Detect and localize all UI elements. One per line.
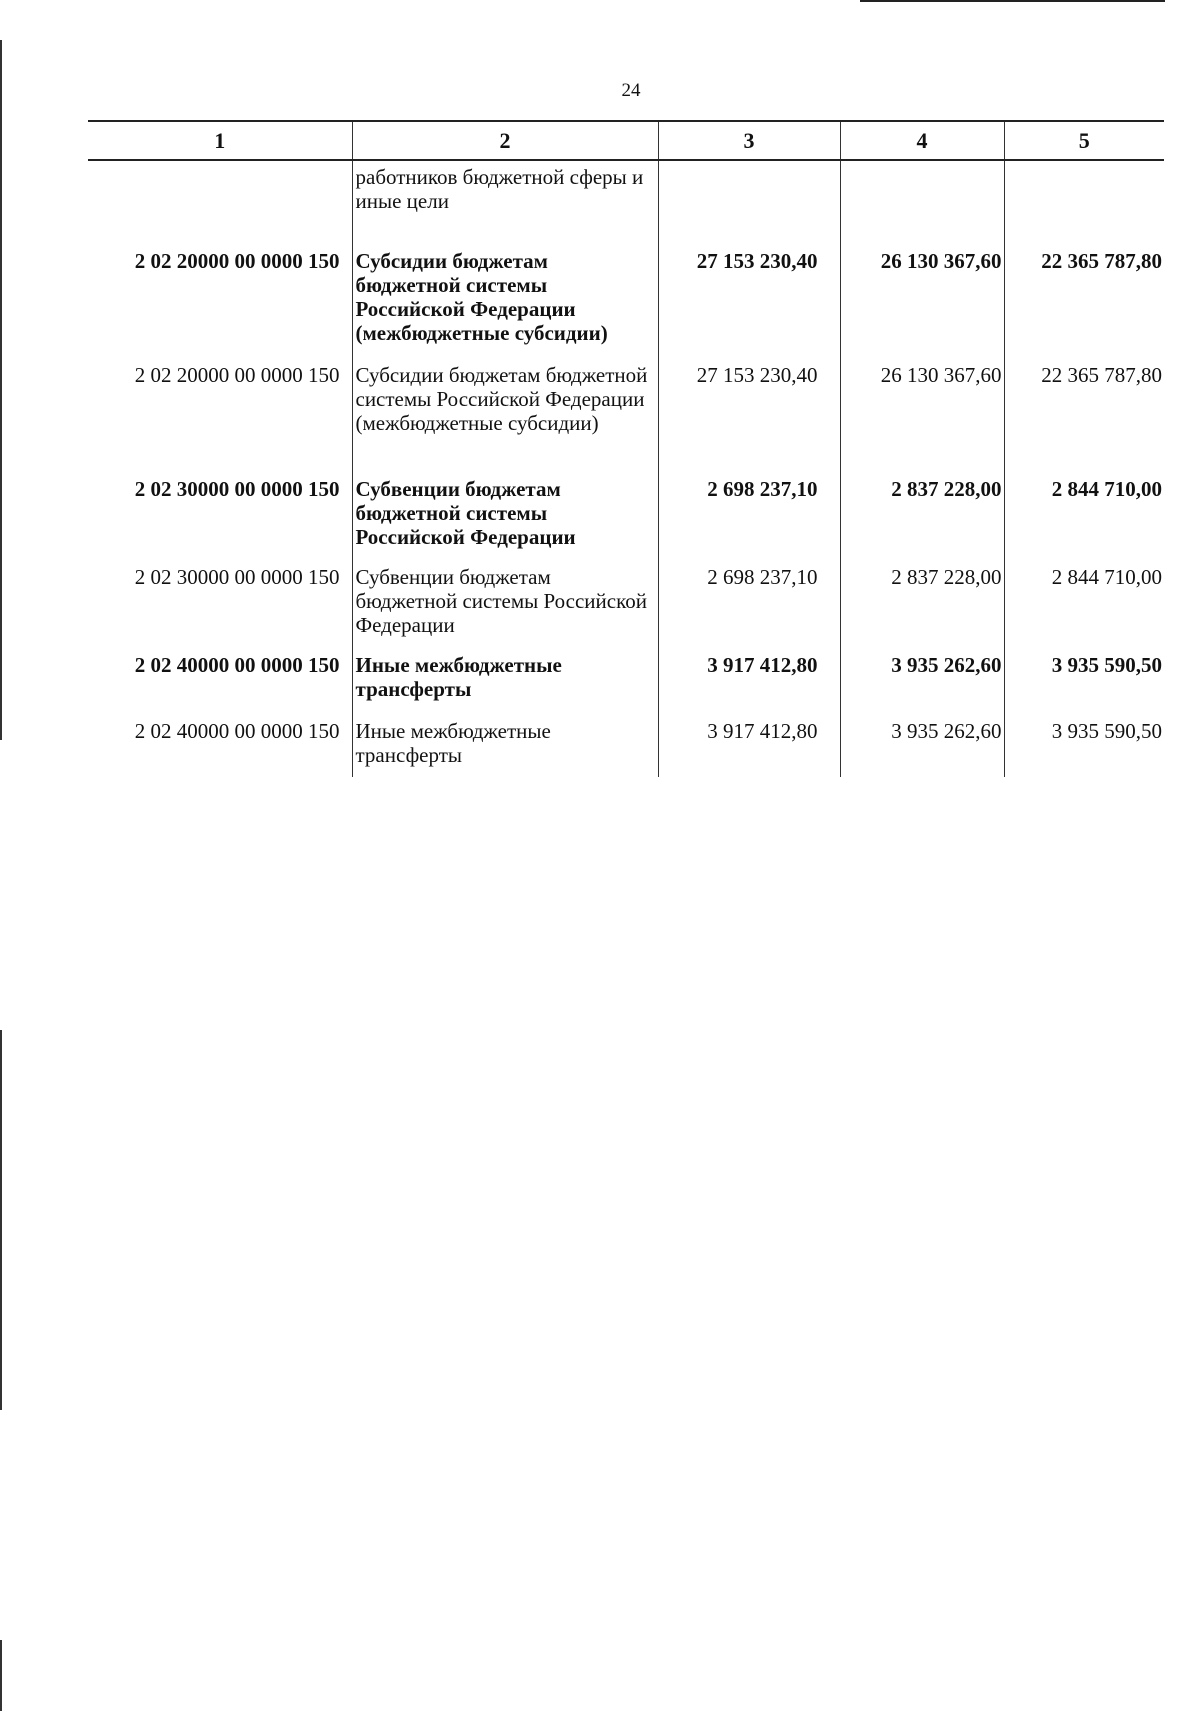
cell-value-3 [658, 160, 840, 245]
column-header-4: 4 [840, 121, 1004, 160]
table-row [88, 715, 1164, 777]
cell-value-4: 3 935 262,60 [840, 715, 1004, 777]
cell-code: 2 02 40000 00 0000 150 [134, 719, 340, 743]
cell-name: Субсидии бюджетам бюджетной системы Российской Федерации (межбюджетные субсидии) [352, 245, 658, 359]
cell-code: 2 02 20000 00 0000 150 [134, 363, 340, 387]
table-header [88, 121, 1164, 160]
cell-value-3: 2 698 237,10 [658, 473, 840, 561]
cell-value-5: 3 935 590,50 [1004, 715, 1164, 777]
cell-value-3: 27 153 230,40 [658, 359, 840, 473]
table-row [88, 473, 1164, 561]
budget-table [88, 120, 1164, 777]
table-row [88, 649, 1164, 715]
scan-left-edge [0, 40, 2, 740]
column-header-5: 5 [1004, 121, 1164, 160]
table-row [88, 561, 1164, 649]
cell-value-5: 22 365 787,80 [1004, 359, 1164, 473]
table-body [88, 160, 1164, 777]
scan-left-edge [0, 1640, 2, 1711]
header-row [88, 121, 1164, 160]
cell-value-5 [1004, 160, 1164, 245]
table-row [88, 245, 1164, 359]
scan-top-rule [860, 0, 1165, 2]
cell-value-4 [840, 160, 1004, 245]
cell-value-4: 26 130 367,60 [840, 359, 1004, 473]
column-header-3: 3 [658, 121, 840, 160]
cell-name: Субвенции бюджетам бюджетной системы Российской Федерации [352, 561, 658, 649]
scan-left-edge [0, 1030, 2, 1410]
cell-value-3: 2 698 237,10 [658, 561, 840, 649]
table-row [88, 160, 1164, 245]
cell-value-4: 3 935 262,60 [840, 649, 1004, 715]
cell-code: 2 02 40000 00 0000 150 [134, 653, 340, 677]
cell-value-4: 2 837 228,00 [840, 561, 1004, 649]
cell-name: Субвенции бюджетам бюджетной системы Российской Федерации [352, 473, 658, 561]
cell-value-5: 3 935 590,50 [1004, 649, 1164, 715]
cell-value-3: 3 917 412,80 [658, 649, 840, 715]
column-header-1: 1 [88, 121, 352, 160]
cell-name: работников бюджетной сферы и иные цели [352, 160, 658, 245]
cell-code: 2 02 20000 00 0000 150 [134, 249, 340, 273]
cell-code [88, 160, 352, 245]
column-header-2: 2 [352, 121, 658, 160]
cell-name: Субсидии бюджетам бюджетной системы Российской Федерации (межбюджетные субсидии) [352, 359, 658, 473]
cell-value-3: 27 153 230,40 [658, 245, 840, 359]
cell-code: 2 02 30000 00 0000 150 [134, 477, 340, 501]
cell-value-5: 2 844 710,00 [1004, 561, 1164, 649]
cell-value-5: 22 365 787,80 [1004, 245, 1164, 359]
page-number: 24 [621, 80, 641, 101]
cell-code: 2 02 30000 00 0000 150 [134, 565, 340, 589]
table-row [88, 359, 1164, 473]
cell-value-4: 26 130 367,60 [840, 245, 1004, 359]
cell-name: Иные межбюджетные трансферты [352, 649, 658, 715]
cell-value-4: 2 837 228,00 [840, 473, 1004, 561]
cell-value-5: 2 844 710,00 [1004, 473, 1164, 561]
cell-value-3: 3 917 412,80 [658, 715, 840, 777]
cell-name: Иные межбюджетные трансферты [352, 715, 658, 777]
